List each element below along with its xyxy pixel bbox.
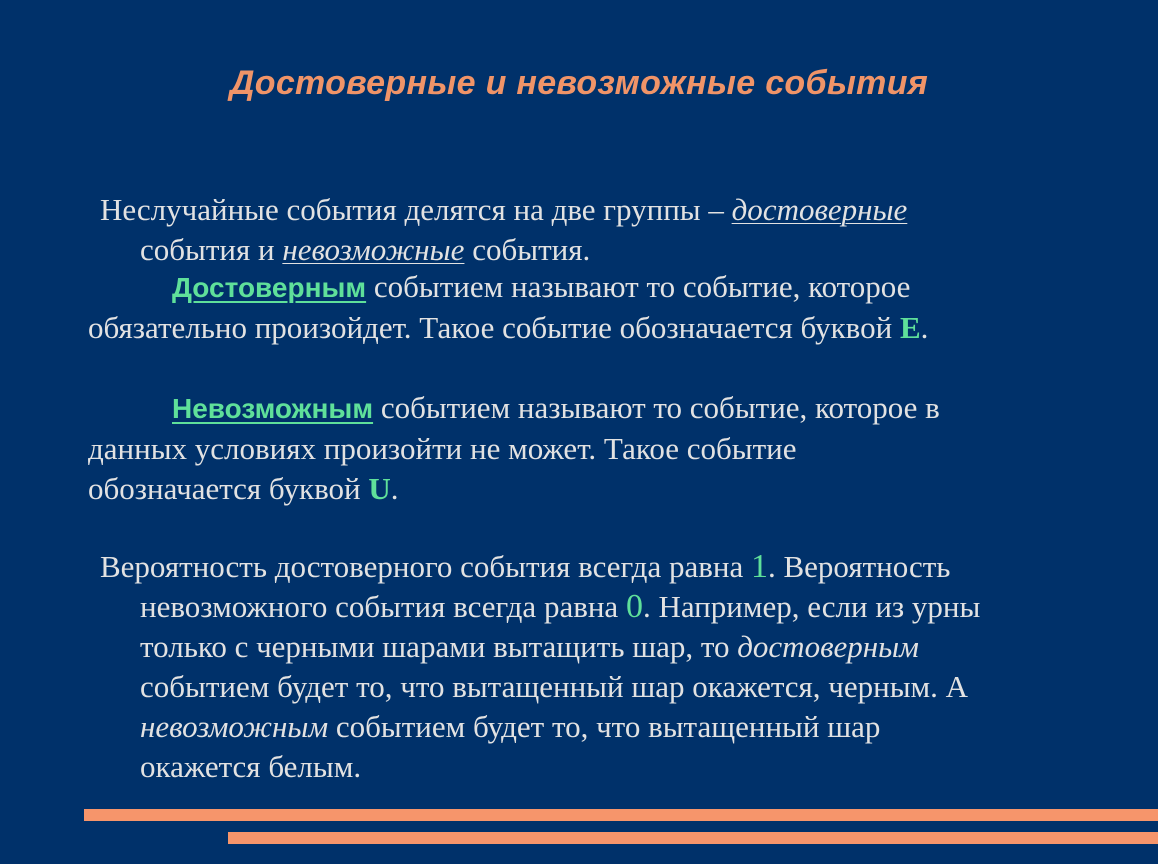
letter-u: U [368,471,391,506]
paragraph-line [88,667,1128,707]
number-zero: 0 [625,588,643,625]
term-certain-italic: достоверные [731,192,908,227]
paragraph-groups [88,190,1128,270]
text-run: событием называют то событие, которое [366,269,911,304]
paragraph-line [88,627,1128,667]
text-run: данных условиях произойти не может. Такое событие [88,431,797,466]
text-run: событием будет то, что вытащенный шар окажется, черным. А [140,669,969,704]
paragraph-line [88,587,1128,627]
text-run: . Например, если из урны [642,589,981,624]
paragraph-line [88,230,1128,270]
text-run: обозначается буквой [88,471,369,506]
text-run: событием будет то, что вытащенный шар [328,709,881,744]
paragraph-probability [88,547,1128,787]
text-run: обязательно произойдет. Такое событие обозначается буквой [88,310,900,345]
text-run: . [390,471,399,506]
term-impossible: Невозможным [172,393,374,424]
text-run: события и [140,232,283,267]
term-certain: Достоверным [172,272,367,303]
paragraph-line [88,267,1128,308]
text-run: Неслучайные события делятся на две группы – [100,192,732,227]
paragraph-impossible-definition [88,388,1128,509]
italic-impossible: невозможным [140,709,329,744]
number-one: 1 [750,548,768,585]
paragraph-line [88,308,1128,348]
slide-title: Достоверные и невозможные события [229,64,929,102]
paragraph-line [88,707,1128,747]
text-run: события. [464,232,591,267]
paragraph-certain-definition [88,267,1128,348]
italic-certain: достоверным [737,629,919,664]
text-run: . Вероятность [767,549,951,584]
text-run: Вероятность достоверного события всегда равна [100,549,751,584]
paragraph-line [88,388,1128,429]
paragraph-line [88,747,1128,787]
text-run: невозможного события всегда равна [140,589,626,624]
text-run: . [920,310,929,345]
letter-e: Е [899,310,921,345]
text-run: окажется белым. [140,749,362,784]
paragraph-line [88,429,1128,469]
decorative-bar-bottom [228,832,1158,844]
text-run: только с черными шарами вытащить шар, то [140,629,738,664]
paragraph-line [88,547,1128,587]
decorative-bar-top [84,809,1158,821]
paragraph-line [88,190,1128,230]
term-impossible-italic: невозможные [282,232,465,267]
text-run: событием называют то событие, которое в [373,390,940,425]
paragraph-line [88,469,1128,509]
